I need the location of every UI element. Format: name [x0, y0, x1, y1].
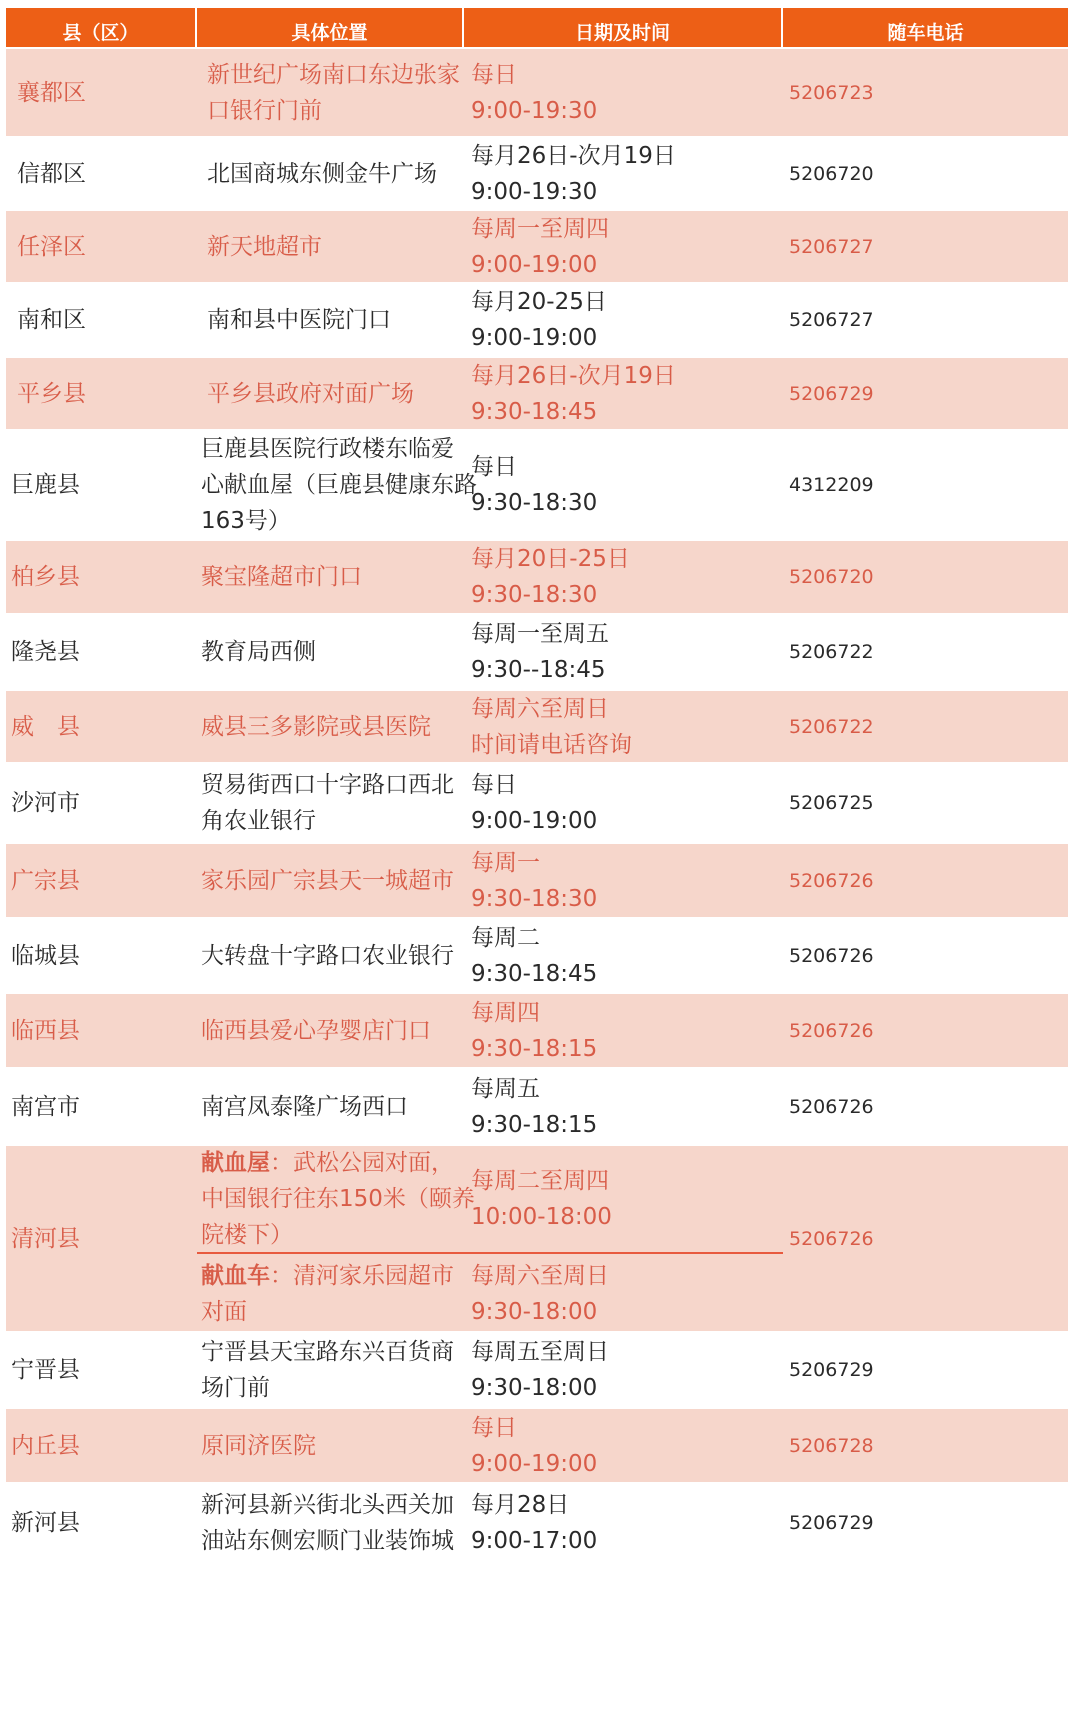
location-text [201, 431, 477, 539]
donation-house-colon: ： [270, 1149, 293, 1176]
phone-cell [783, 1483, 1068, 1562]
county-name: 巨鹿县 [11, 472, 80, 498]
phone-cell [783, 210, 1068, 283]
location-cell [197, 357, 463, 430]
phone-cell [783, 918, 1068, 993]
location-cell [197, 1332, 463, 1408]
table-row [6, 137, 1068, 210]
phone-number: 5206729 [789, 1511, 874, 1534]
phone-number: 4312209 [789, 474, 874, 496]
row-divider [6, 1407, 1068, 1409]
county-name: 任泽区 [17, 233, 86, 260]
time-line: 9:30--18:45 [471, 657, 606, 683]
date-line: 每周六至周日 [471, 1262, 609, 1289]
time-line: 9:30-18:00 [471, 1375, 598, 1401]
datetime-text [471, 995, 597, 1067]
donation-bus-text: 清河家乐园超市 [293, 1262, 454, 1289]
location-line: 大转盘十字路口农业银行 [201, 942, 454, 969]
phone-cell [783, 690, 1068, 763]
donation-bus-location-text [201, 1258, 454, 1330]
phone-number: 5206726 [789, 944, 874, 967]
county-name: 临城县 [11, 942, 80, 969]
row-divider [6, 1067, 1068, 1069]
header-location: 具体位置 [197, 8, 462, 54]
county-name: 清河县 [11, 1225, 80, 1252]
location-cell [197, 210, 463, 283]
time-line: 9:30-18:30 [471, 582, 598, 608]
county-cell [6, 357, 197, 430]
table-row-qinghe [6, 1145, 1068, 1332]
date-line: 每月26日-次月19日 [471, 142, 676, 169]
time-line: 9:30-18:30 [471, 490, 598, 516]
datetime-text [471, 767, 597, 839]
location-text [201, 1428, 316, 1464]
date-line: 每日 [471, 61, 517, 88]
location-line: 心献血屋（巨鹿县健康东路 [201, 472, 477, 498]
donation-house-location-text [201, 1145, 475, 1253]
county-cell [6, 1332, 197, 1408]
row-divider [6, 429, 1068, 431]
date-line: 每日 [471, 772, 517, 798]
location-cell [197, 1408, 463, 1483]
datetime-cell [463, 137, 783, 210]
row-divider [6, 1482, 1068, 1484]
datetime-text [471, 138, 676, 210]
donation-house-location-line: 院楼下） [201, 1221, 293, 1248]
phone-cell [783, 48, 1068, 137]
county-cell [6, 763, 197, 843]
location-text [201, 863, 454, 899]
row-divider [6, 842, 1068, 844]
time-line: 9:30-18:45 [471, 960, 598, 987]
date-line: 每周五至周日 [471, 1339, 609, 1365]
location-line: 角农业银行 [201, 808, 316, 834]
donation-bus-datetime-cell [463, 1255, 783, 1332]
location-text [201, 559, 362, 595]
donation-bus-location-line: 对面 [201, 1298, 247, 1325]
phone-cell [783, 993, 1068, 1068]
location-line: 新河县新兴街北头西关加 [201, 1491, 454, 1518]
row-divider [6, 539, 1068, 541]
donation-house-text: 武松公园对面， [293, 1149, 454, 1176]
location-cell [197, 993, 463, 1068]
location-text [201, 634, 316, 670]
row-divider [6, 47, 1068, 49]
row-divider [6, 356, 1068, 358]
datetime-cell [463, 843, 783, 918]
datetime-text [471, 1410, 597, 1482]
datetime-cell [463, 1068, 783, 1145]
location-cell [197, 430, 477, 540]
time-line: 9:00-19:00 [471, 1450, 598, 1477]
datetime-cell [463, 993, 783, 1068]
date-line: 每日 [471, 1414, 517, 1441]
county-cell [6, 1145, 197, 1332]
time-line: 时间请电话咨询 [471, 731, 632, 758]
donation-house-datetime-cell [463, 1145, 783, 1252]
location-line: 北国商城东侧金牛广场 [207, 160, 437, 187]
header-county: 县（区） [6, 8, 195, 54]
time-line: 9:30-18:15 [471, 1035, 598, 1062]
datetime-text [471, 284, 607, 356]
location-text [201, 709, 431, 745]
row-divider [6, 282, 1068, 284]
location-cell [197, 763, 463, 843]
phone-number: 5206722 [789, 641, 874, 663]
datetime-text [471, 449, 597, 521]
location-text [201, 1487, 454, 1559]
phone-number: 5206720 [789, 162, 874, 185]
table-row [6, 210, 1068, 283]
donation-house-first-line [201, 1145, 475, 1181]
date-line: 每日 [471, 454, 517, 480]
datetime-cell [463, 918, 783, 993]
location-text [201, 1089, 408, 1125]
phone-number: 5206726 [789, 1019, 874, 1042]
table-row [6, 1068, 1068, 1145]
phone-cell [783, 1145, 1068, 1332]
location-cell [197, 540, 463, 614]
datetime-cell [463, 283, 783, 357]
phone-cell [783, 763, 1068, 843]
location-line: 聚宝隆超市门口 [201, 564, 362, 590]
location-text [201, 1334, 454, 1406]
location-cell [197, 137, 463, 210]
table-row [6, 843, 1068, 918]
datetime-text [471, 1071, 597, 1143]
phone-number: 5206725 [789, 792, 874, 814]
row-divider [6, 762, 1068, 764]
table-row [6, 690, 1068, 763]
date-line: 每周一 [471, 849, 540, 876]
date-line: 每月28日 [471, 1491, 570, 1518]
county-name: 临西县 [11, 1017, 80, 1044]
donation-bus-location-cell [197, 1255, 463, 1332]
table-row [6, 540, 1068, 614]
datetime-cell [463, 48, 783, 137]
location-line: 新天地超市 [207, 233, 322, 260]
location-cell [197, 48, 463, 137]
phone-cell [783, 1408, 1068, 1483]
donation-house-location-line: 中国银行往东150米（颐养 [201, 1185, 475, 1212]
date-line: 每周一至周五 [471, 621, 609, 647]
row-divider [6, 917, 1068, 919]
table-row [6, 1483, 1068, 1562]
date-line: 每周六至周日 [471, 695, 609, 722]
location-text [207, 156, 437, 192]
donation-house-label: 献血屋 [201, 1149, 270, 1176]
date-line: 每月20-25日 [471, 289, 607, 315]
phone-cell [783, 540, 1068, 614]
phone-number: 5206728 [789, 1434, 874, 1457]
time-line: 9:00-19:30 [471, 178, 598, 205]
datetime-cell [463, 540, 783, 614]
county-cell [6, 48, 197, 137]
phone-cell [783, 843, 1068, 918]
county-name: 广宗县 [11, 867, 80, 894]
table-row [6, 993, 1068, 1068]
datetime-text [471, 1334, 609, 1406]
date-line: 每周二至周四 [471, 1167, 609, 1194]
time-line: 10:00-18:00 [471, 1203, 612, 1230]
location-line: 南和县中医院门口 [207, 307, 391, 333]
county-name: 信都区 [17, 160, 86, 187]
row-divider [6, 136, 1068, 138]
header-phone: 随车电话 [783, 8, 1068, 54]
row-divider [6, 689, 1068, 691]
phone-number: 5206720 [789, 566, 874, 588]
donation-bus-first-line [201, 1258, 454, 1294]
county-name: 南和区 [17, 307, 86, 333]
phone-cell [783, 1332, 1068, 1408]
table-row [6, 1332, 1068, 1408]
location-text [207, 376, 414, 412]
county-cell [6, 1068, 197, 1145]
header-datetime: 日期及时间 [464, 8, 781, 54]
county-name: 襄都区 [17, 79, 86, 106]
date-line: 每月20日-25日 [471, 546, 630, 572]
location-cell [197, 843, 463, 918]
date-line: 每周五 [471, 1075, 540, 1102]
location-line: 原同济医院 [201, 1432, 316, 1459]
donation-house-datetime-text [471, 1163, 612, 1235]
time-line: 9:00-19:30 [471, 97, 598, 124]
location-cell [197, 283, 463, 357]
location-line: 教育局西侧 [201, 639, 316, 665]
phone-cell [783, 283, 1068, 357]
location-line: 贸易街西口十字路口西北 [201, 772, 454, 798]
location-line: 163号） [201, 508, 291, 534]
county-name: 沙河市 [11, 790, 80, 816]
datetime-text [471, 358, 676, 430]
county-cell [6, 137, 197, 210]
table-row [6, 763, 1068, 843]
time-line: 9:30-18:15 [471, 1111, 598, 1138]
date-line: 每月26日-次月19日 [471, 362, 676, 389]
location-text [201, 938, 454, 974]
datetime-cell [463, 614, 783, 690]
datetime-cell [463, 210, 783, 283]
location-text [201, 767, 454, 839]
location-line: 巨鹿县医院行政楼东临爱 [201, 436, 454, 462]
table-row [6, 614, 1068, 690]
county-cell [6, 690, 197, 763]
phone-number: 5206729 [789, 1359, 874, 1381]
location-line: 临西县爱心孕婴店门口 [201, 1017, 431, 1044]
donation-bus-datetime-text [471, 1258, 609, 1330]
time-line: 9:30-18:00 [471, 1298, 598, 1325]
donation-bus-label: 献血车 [201, 1262, 270, 1289]
county-name: 新河县 [11, 1509, 80, 1536]
datetime-cell [463, 690, 783, 763]
time-line: 9:00-19:00 [471, 325, 598, 351]
date-line: 每周一至周四 [471, 215, 609, 242]
qinghe-sub-divider [197, 1252, 783, 1254]
phone-cell [783, 614, 1068, 690]
location-cell [197, 614, 463, 690]
location-line: 宁晋县天宝路东兴百货商 [201, 1339, 454, 1365]
date-line: 每周四 [471, 999, 540, 1026]
time-line: 9:30-18:30 [471, 885, 598, 912]
time-line: 9:00-17:00 [471, 1527, 598, 1554]
time-line: 9:00-19:00 [471, 808, 598, 834]
time-line: 9:00-19:00 [471, 251, 598, 278]
county-name: 威 县 [11, 713, 80, 740]
datetime-cell [463, 763, 783, 843]
county-name: 内丘县 [11, 1432, 80, 1459]
county-name: 平乡县 [17, 380, 86, 407]
phone-number: 5206727 [789, 235, 874, 258]
datetime-text [471, 691, 632, 763]
table-row [6, 430, 1068, 540]
location-line: 平乡县政府对面广场 [207, 380, 414, 407]
county-cell [6, 1483, 197, 1562]
table-row [6, 283, 1068, 357]
phone-cell [783, 1068, 1068, 1145]
county-cell [6, 210, 197, 283]
county-name: 南宫市 [11, 1093, 80, 1120]
row-divider [6, 613, 1068, 615]
phone-cell [783, 430, 1068, 540]
county-cell [6, 918, 197, 993]
location-line: 油站东侧宏顺门业装饰城 [201, 1527, 454, 1554]
location-text [207, 229, 322, 265]
county-cell [6, 540, 197, 614]
phone-number: 5206727 [789, 309, 874, 331]
county-cell [6, 614, 197, 690]
phone-number: 5206722 [789, 715, 874, 738]
table-row [6, 357, 1068, 430]
datetime-text [471, 1487, 597, 1559]
datetime-cell [463, 357, 783, 430]
datetime-text [471, 541, 630, 613]
datetime-cell [463, 1483, 783, 1562]
row-divider [6, 1331, 1068, 1333]
phone-number: 5206726 [789, 869, 874, 892]
county-name: 隆尧县 [11, 639, 80, 665]
datetime-text [471, 57, 597, 129]
county-cell [6, 843, 197, 918]
phone-number: 5206726 [789, 1095, 874, 1118]
location-line: 家乐园广宗县天一城超市 [201, 867, 454, 894]
datetime-cell [463, 430, 783, 540]
row-divider [6, 209, 1068, 211]
table-row [6, 48, 1068, 137]
county-cell [6, 1408, 197, 1483]
location-cell [197, 1483, 463, 1562]
location-line: 威县三多影院或县医院 [201, 713, 431, 740]
datetime-text [471, 211, 609, 283]
date-line: 每周二 [471, 924, 540, 951]
location-cell [197, 918, 463, 993]
location-cell [197, 1068, 463, 1145]
county-cell [6, 993, 197, 1068]
county-name: 宁晋县 [11, 1357, 80, 1383]
phone-cell [783, 357, 1068, 430]
phone-cell [783, 137, 1068, 210]
location-line: 南宫凤泰隆广场西口 [201, 1093, 408, 1120]
row-divider [6, 1144, 1068, 1146]
table-row [6, 918, 1068, 993]
location-line: 新世纪广场南口东边张家 [207, 61, 460, 88]
location-line: 口银行门前 [207, 97, 322, 124]
county-name: 柏乡县 [11, 564, 80, 590]
datetime-cell [463, 1332, 783, 1408]
location-text [201, 1013, 431, 1049]
phone-number: 5206726 [789, 1227, 874, 1250]
phone-number: 5206723 [789, 81, 874, 104]
county-cell [6, 283, 197, 357]
location-cell [197, 690, 463, 763]
location-text [207, 302, 391, 338]
datetime-text [471, 845, 597, 917]
row-divider [6, 992, 1068, 994]
datetime-cell [463, 1408, 783, 1483]
location-line: 场门前 [201, 1375, 270, 1401]
donation-bus-colon: ： [270, 1262, 293, 1289]
datetime-text [471, 616, 609, 688]
phone-number: 5206729 [789, 382, 874, 405]
location-text [207, 57, 460, 129]
county-cell [6, 430, 197, 540]
datetime-text [471, 920, 597, 992]
donation-house-location-cell [197, 1145, 475, 1252]
time-line: 9:30-18:45 [471, 398, 598, 425]
table-row [6, 1408, 1068, 1483]
